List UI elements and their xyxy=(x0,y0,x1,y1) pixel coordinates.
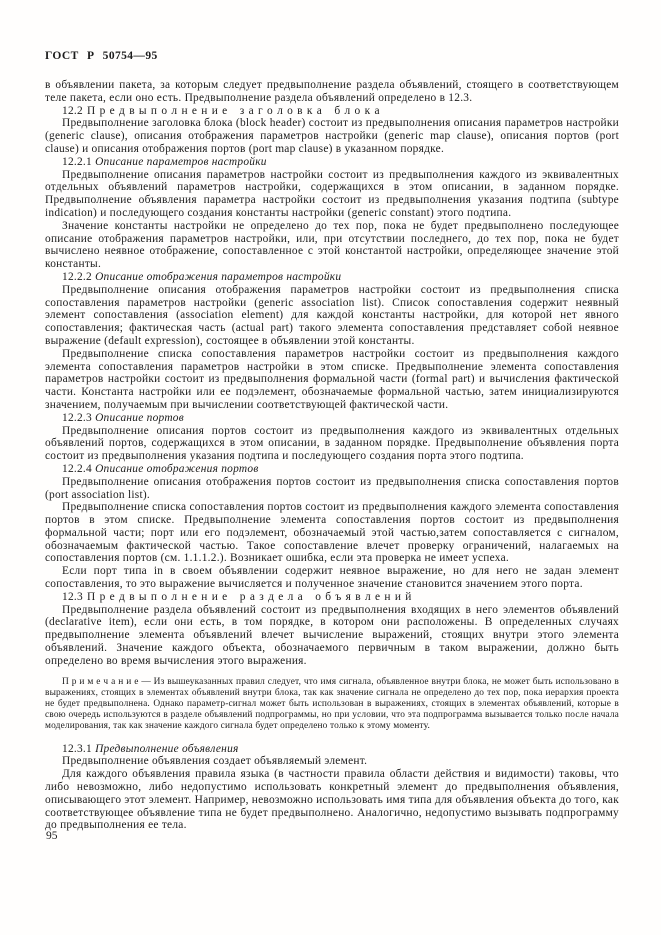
subsection-heading xyxy=(45,463,619,476)
subsection-title: Предвыполнение объявления xyxy=(95,742,239,755)
document-header: ГОСТ Р 50754—95 xyxy=(45,50,158,62)
subsection-number: 12.2.3 xyxy=(62,411,96,424)
paragraph: в объявлении пакета, за которым следует предвыполнение раздела объявлений, стоящего в соответствующем теле пакета, если оно есть. Предвыполнение раздела объявлений определено в 12.3. xyxy=(45,79,619,104)
subsection-title: Описание отображения портов xyxy=(95,462,259,475)
subsection-heading xyxy=(45,412,619,425)
page-number: 95 xyxy=(46,830,58,842)
subsection-number: 12.2.1 xyxy=(62,155,96,168)
paragraph: Значение константы настройки не определено до тех пор, пока не будет предвыполнено последующее описание отображения параметров настройки, или, при отсутствии последнего, до тех пор, пока не будет вычислено неявное отображение, сопоставленное с этой константой настройки, определяющее значение этой константы. xyxy=(45,219,619,271)
section-heading: 12.3 П р е д в ы п о л н е н и е р а з д е л а о б ъ я в л е н и й xyxy=(62,590,412,603)
note-paragraph: П р и м е ч а н и е — Из вышеуказанных правил следует, что имя сигнала, объявленное внутри блока, не может быть использовано в выражениях, стоящих в элементах объявлений внутри блока, так как значение сигнала не определено до тех пор, пока иерархия проекта не будет предвыполнена. Однако параметр-сигнал может быть использован в выражениях, стоящих в элементах объявлений, которые в свою очередь используются в разделе объявлений подпрограммы, но при условии, что эта подпрограмма вызывается только после начала моделирования, так как значение каждого сигнала будет определено только к этому моменту. xyxy=(45,676,619,731)
paragraph: Для каждого объявления правила языка (в частности правила области действия и видимости) таковы, что либо невозможно, либо недопустимо использовать конкретный элемент до предвыполнения объявления, описывающего этот элемент. Например, невозможно использовать имя типа для объявления объекта до того, как соответствующее объявление типа не будет предвыполнено. Аналогично, недопустимо вызывать подпрограмму до предвыполнения ее тела. xyxy=(45,768,619,832)
paragraph: Предвыполнение описания отображения портов состоит из предвыполнения списка сопоставления портов (port association list). xyxy=(45,475,619,501)
subsection-number: 12.2.4 xyxy=(62,462,96,475)
paragraph: Предвыполнение заголовка блока (block header) состоит из предвыполнения описания параметров настройки (generic clause), описания отображения параметров настройки (generic map clause), описания портов (port clause) и описания отображения портов (port map clause) в указанном порядке. xyxy=(45,117,619,155)
subsection-heading xyxy=(45,743,619,756)
document-body xyxy=(45,79,619,832)
subsection-title: Описание портов xyxy=(95,411,184,424)
paragraph: Предвыполнение раздела объявлений состоит из предвыполнения входящих в него элементов объявлений (declarative item), если они есть, в том порядке, в котором они расположены. В определенных случаях предвыполнение элемента объявлений влечет вычисление выражений, стоящих внутри этого элемента объявлений. Значение каждого объекта, обозначаемого первичным в таком выражении, должно быть определено во время вычисления этого выражения. xyxy=(45,603,619,667)
subsection-title: Описание отображения параметров настройки xyxy=(95,270,342,283)
section-heading: 12.2 П р е д в ы п о л н е н и е з а г о л о в к а б л о к а xyxy=(62,104,380,117)
paragraph: Предвыполнение списка сопоставления параметров настройки состоит из предвыполнения каждого элемента сопоставления параметров настройки в этом списке. Предвыполнение элемента сопоставления параметров настройки состоит из предвыполнения формальной части (formal part) и вычисления фактической части. Константа настройки или ее подэлемент, обозначаемые формальной частью, затем инициализируются значением, получаемым при вычислении соответствующей фактической части. xyxy=(45,347,619,411)
paragraph: Предвыполнение описания параметров настройки состоит из предвыполнения каждого из эквивалентных отдельных объявлений параметров настройки, содержащихся в этом описании, в заданном порядке. Предвыполнение объявления параметра настройки состоит из предвыполнения указания подтипа (subtype indication) и последующего создания константы настройки (generic constant) этого подтипа. xyxy=(45,168,619,219)
subsection-number: 12.3.1 xyxy=(62,742,96,755)
subsection-title: Описание параметров настройки xyxy=(95,155,267,168)
paragraph: Предвыполнение списка сопоставления портов состоит из предвыполнения каждого элемента сопоставления портов в этом списке. Предвыполнение элемента сопоставления портов состоит из предвыполнения формальной части; порт или его подэлемент, обозначаемый этой частью,затем сопоставляется с сигналом, обозначаемым фактической частью. Такое сопоставление влечет проверку ограничений, налагаемых на сопоставления портов (см. 1.1.1.2.). Возникает ошибка, если эта проверка не имеет успеха. xyxy=(45,501,619,565)
subsection-heading xyxy=(45,271,619,284)
subsection-number: 12.2.2 xyxy=(62,270,96,283)
paragraph: Предвыполнение объявления создает объявляемый элемент. xyxy=(62,755,368,768)
paragraph: Предвыполнение описания отображения параметров настройки состоит из предвыполнения списка сопоставления параметров настройки (generic association list). Список сопоставления содержит неявный элемент сопоставления (association element) для каждой константы настройки, для которой нет явного сопоставления; фактическая часть (actual part) такого элемента сопоставления представляет собой неявное выражение (default expression), состоящее в объявлении этой константы. xyxy=(45,283,619,347)
paragraph: Предвыполнение описания портов состоит из предвыполнения каждого из эквивалентных отдельных объявлений портов, содержащихся в этом описании, в заданном порядке. Предвыполнение объявления порта состоит из предвыполнения указания подтипа и последующего создания порта этого подтипа. xyxy=(45,424,619,463)
subsection-heading xyxy=(45,156,619,169)
paragraph: Если порт типа in в своем объявлении содержит неявное выражение, но для него не задан элемент сопоставления, то это выражение вычисляется и полученное значение становится значением этого порта. xyxy=(45,565,619,591)
